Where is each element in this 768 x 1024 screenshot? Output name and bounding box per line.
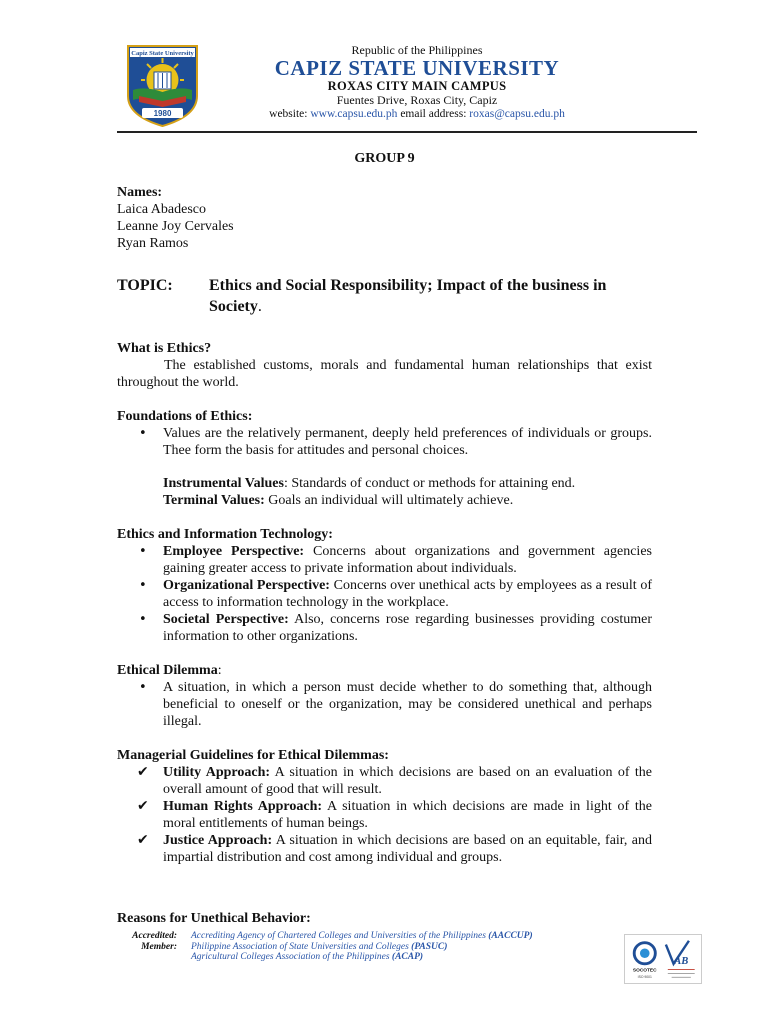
it-heading: Ethics and Information Technology:: [117, 527, 333, 542]
item-text: Also, concerns rose regarding businesses providing costumer information to other organizations.: [163, 612, 652, 644]
university-info: [232, 44, 602, 122]
acap-name: Agricultural Colleges Association of the Philippines: [191, 952, 390, 962]
checkmark-icon: ✔: [137, 832, 149, 848]
item-text: Concerns over unethical acts by employees as a result of access to information technology in the workplace.: [163, 578, 652, 610]
guidelines-heading: Managerial Guidelines for Ethical Dilemmas:: [117, 748, 389, 763]
guidelines-list: [117, 764, 652, 866]
topic-text: [209, 275, 652, 317]
bullet-icon: [139, 577, 147, 594]
bullet-text: A situation, in which a person must decide whether to do something that, although beneficial to oneself or the organization, may be considered unethical and perhaps illegal.: [163, 680, 652, 729]
item-label: Organizational Perspective:: [163, 578, 330, 593]
website-label: website:: [269, 108, 308, 120]
topic-period: .: [257, 298, 262, 315]
it-list: [117, 543, 652, 645]
bullet-icon: [139, 679, 147, 696]
what-is-ethics-body: The established customs, morals and fundamental human relationships that exist throughout the world.: [117, 358, 652, 390]
member-label: Member:: [141, 941, 177, 952]
names-heading: Names:: [117, 185, 163, 200]
reasons-heading: Reasons for Unethical Behavior:: [117, 911, 311, 926]
item-text: A situation in which decisions are based on an equitable, fair, and impartial distribution and cost among individual and groups.: [163, 833, 652, 865]
website-link[interactable]: www.capsu.edu.ph: [310, 108, 398, 120]
bullet-icon: [139, 611, 147, 628]
seal-caption: Capiz State University: [131, 50, 194, 57]
instrumental-text: : Standards of conduct or methods for attaining end.: [283, 476, 576, 491]
list-item: [117, 764, 652, 798]
what-is-ethics-heading: What is Ethics?: [117, 341, 212, 356]
accreditation-bodies: [191, 931, 533, 963]
acap-abbr: (ACAP): [391, 952, 424, 962]
values-block: [117, 475, 652, 509]
instrumental-values: [163, 475, 652, 492]
pasuc-name: Philippine Association of State Universities and Colleges: [191, 941, 409, 952]
campus-name: ROXAS CITY MAIN CAMPUS: [327, 79, 507, 93]
item-text: A situation in which decisions are based on an evaluation of the overall amount of good that will result.: [163, 765, 652, 797]
pasuc-abbr: (PASUC): [411, 941, 448, 952]
accredited-label: Accredited:: [132, 931, 177, 941]
accreditation-labels: [117, 931, 177, 952]
document-body: [117, 150, 652, 927]
list-item: [117, 543, 652, 577]
item-text: Concerns about organizations and government agencies gaining greater access to private information about individuals.: [163, 544, 652, 576]
item-label: Justice Approach:: [163, 833, 273, 848]
item-text: A situation in which decisions are made in light of the moral entitlements of human beings.: [163, 799, 652, 831]
letterhead: [0, 0, 768, 135]
certification-badges: [624, 934, 702, 984]
header-divider: [117, 131, 697, 133]
bullet-text: Values are the relatively permanent, deeply held preferences of individuals or groups. Thee form the basis for attitudes and personal choices.: [163, 426, 652, 458]
campus-address: Fuentes Drive, Roxas City, Capiz: [336, 93, 498, 107]
list-item: [117, 679, 652, 730]
foundations-heading: Foundations of Ethics:: [117, 409, 253, 424]
list-item: [117, 425, 652, 459]
dilemma-heading: [117, 662, 652, 679]
list-item: [117, 798, 652, 832]
topic-label: TOPIC:: [117, 277, 173, 294]
terminal-values: [163, 492, 652, 509]
item-label: Employee Perspective:: [163, 544, 305, 559]
email-link[interactable]: roxas@capsu.edu.ph: [469, 108, 565, 120]
item-label: Societal Perspective:: [163, 612, 289, 627]
bullet-icon: [139, 543, 147, 560]
list-item: [117, 611, 652, 645]
dilemma-list: [117, 679, 652, 730]
group-title: GROUP 9: [354, 151, 415, 166]
university-name: CAPIZ STATE UNIVERSITY: [274, 56, 560, 80]
contact-line: [232, 107, 602, 122]
checkmark-icon: ✔: [137, 764, 149, 780]
foundations-list: [117, 425, 652, 459]
republic-line: Republic of the Philippines: [351, 43, 483, 57]
terminal-label: Terminal Values:: [163, 493, 265, 508]
list-item: [117, 577, 652, 611]
aaccup-line: [191, 931, 533, 942]
socotec-badge-icon: [633, 943, 657, 980]
pasuc-line: [191, 942, 533, 953]
item-label: Utility Approach:: [163, 765, 271, 780]
instrumental-label: Instrumental Values: [163, 476, 284, 491]
terminal-text: Goals an individual will ultimately achieve.: [264, 493, 514, 508]
dilemma-title: Ethical Dilemma: [117, 663, 218, 678]
ab-accreditation-icon: [666, 941, 695, 977]
name-item: Ryan Ramos: [117, 236, 189, 251]
university-seal-icon: [125, 44, 200, 128]
bullet-icon: [139, 425, 147, 442]
seal-year: 1980: [153, 109, 172, 118]
topic-heading: [117, 275, 652, 317]
iso-text: ISO 9001: [637, 975, 652, 980]
checkmark-icon: ✔: [137, 798, 149, 814]
email-label: email address:: [400, 108, 467, 120]
aaccup-name: Accrediting Agency of Chartered Colleges and Universities of the Philippines: [191, 931, 486, 941]
name-item: Leanne Joy Cervales: [117, 219, 234, 234]
item-label: Human Rights Approach:: [163, 799, 323, 814]
name-item: Laica Abadesco: [117, 202, 207, 217]
acap-line: [191, 952, 533, 963]
ab-text: AB: [674, 955, 689, 967]
topic-title: Ethics and Social Responsibility; Impact of the business in Society: [209, 277, 607, 315]
dilemma-colon: :: [217, 663, 222, 678]
aaccup-abbr: (AACCUP): [488, 931, 533, 941]
socotec-text: SOCOTEC: [632, 968, 657, 974]
list-item: [117, 832, 652, 866]
